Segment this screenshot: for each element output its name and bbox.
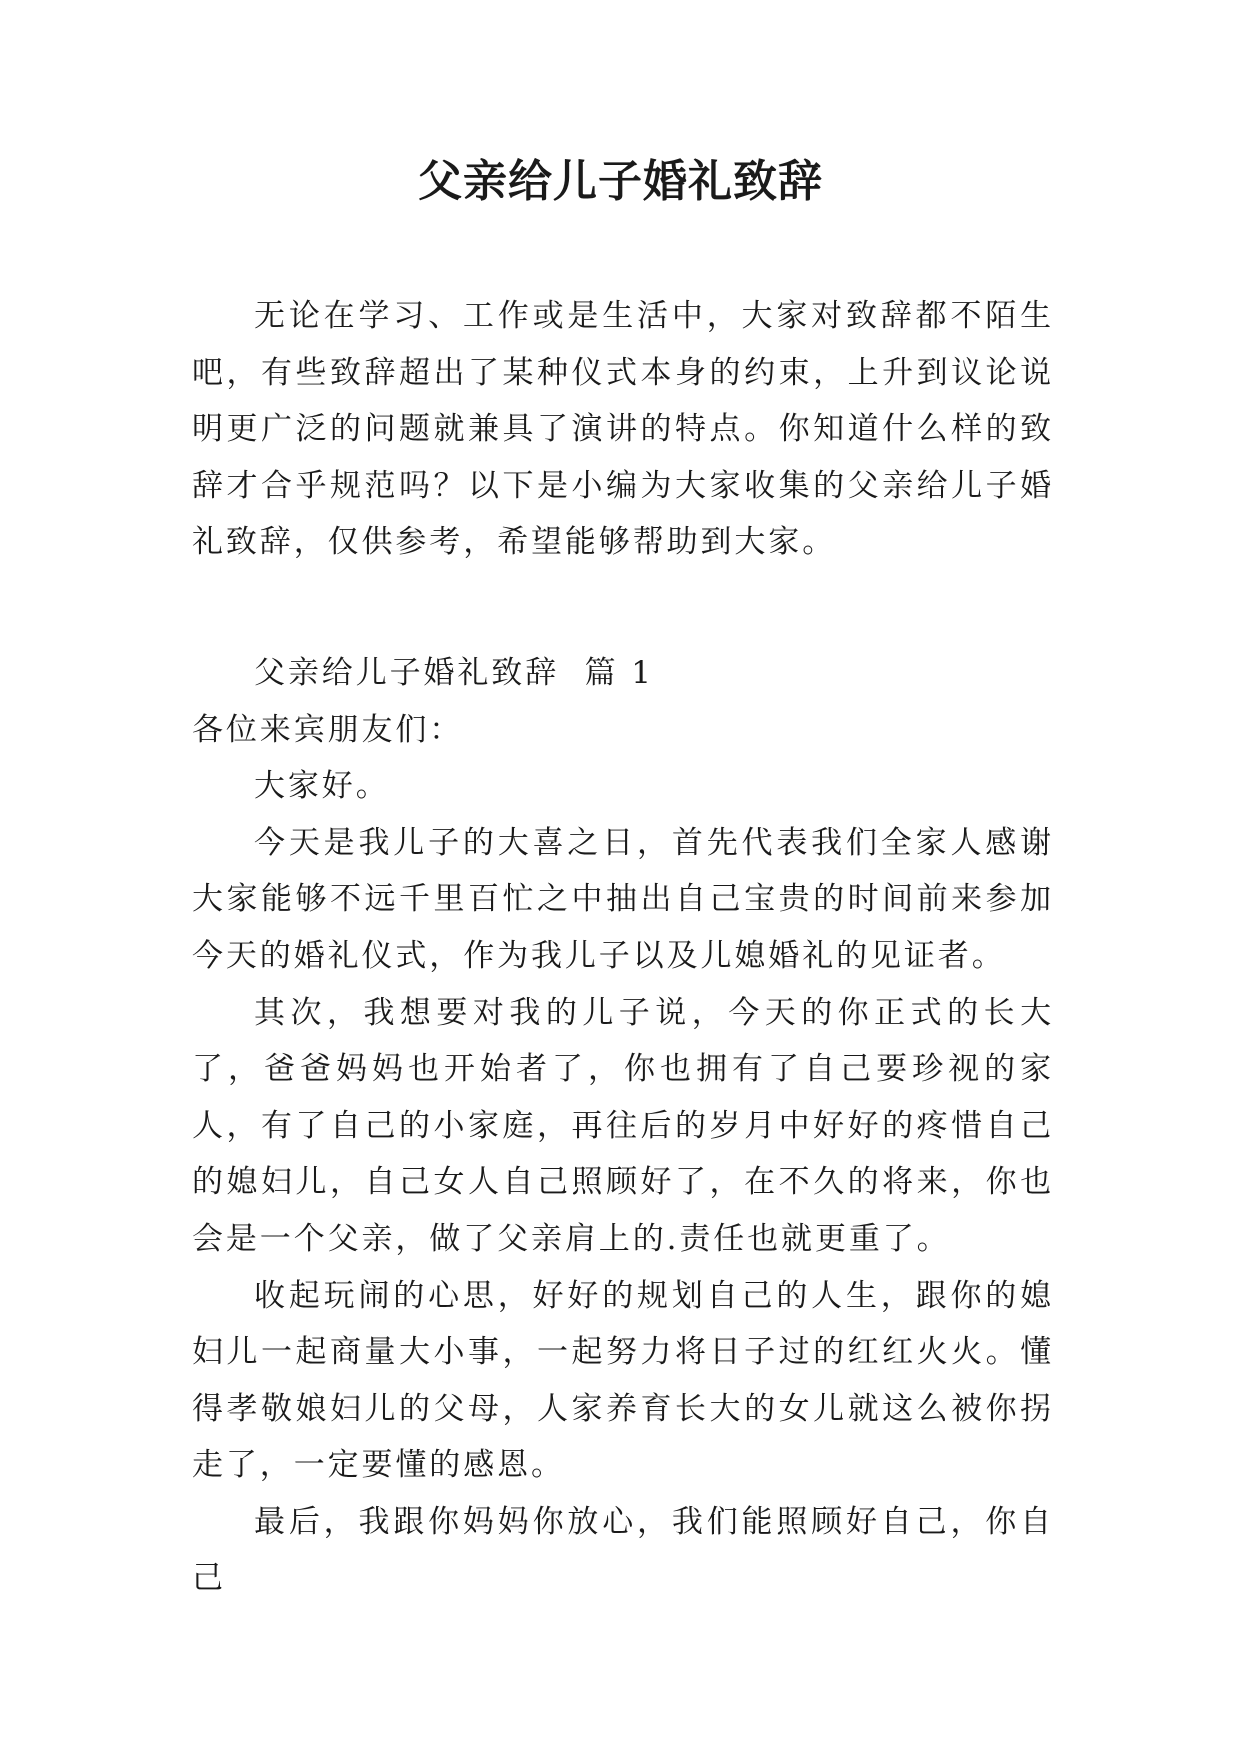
body-paragraph-3: 其次，我想要对我的儿子说，今天的你正式的长大了，爸爸妈妈也开始者了，你也拥有了自己要珍视的家人，有了自己的小家庭，再往后的岁月中好好的疼惜自己的媳妇儿，自己女人自己照顾好了，在不久的将来，你也会是一个父亲，做了父亲肩上的.责任也就更重了。 bbox=[192, 994, 1054, 1257]
body-paragraph-2: 今天是我儿子的大喜之日，首先代表我们全家人感谢大家能够不远千里百忙之中抽出自己宝贵的时间前来参加今天的婚礼仪式，作为我儿子以及儿媳婚礼的见证者。 bbox=[192, 824, 1054, 974]
body-paragraph-1: 大家好。 bbox=[254, 768, 390, 805]
document-title: 父亲给儿子婚礼致辞 bbox=[418, 156, 823, 207]
section-gap bbox=[192, 571, 1054, 645]
salutation: 各位来宾朋友们： bbox=[192, 711, 464, 748]
intro-paragraph: 无论在学习、工作或是生活中，大家对致辞都不陌生吧，有些致辞超出了某种仪式本身的约束，上升到议论说明更广泛的问题就兼具了演讲的特点。你知道什么样的致辞才合乎规范吗？以下是小编为大家收集的父亲给儿子婚礼致辞，仅供参考，希望能够帮助到大家。 bbox=[192, 298, 1054, 561]
document-body bbox=[192, 288, 1054, 1607]
body-paragraph-5: 最后，我跟你妈妈你放心，我们能照顾好自己，你自己 bbox=[192, 1503, 1054, 1597]
body-paragraph-4: 收起玩闹的心思，好好的规划自己的人生，跟你的媳妇儿一起商量大小事，一起努力将日子过的红红火火。懂得孝敬娘妇儿的父母，人家养育长大的女儿就这么被你拐走了，一定要懂的感恩。 bbox=[192, 1277, 1054, 1484]
section-heading: 父亲给儿子婚礼致辞 篇 1 bbox=[254, 654, 654, 691]
